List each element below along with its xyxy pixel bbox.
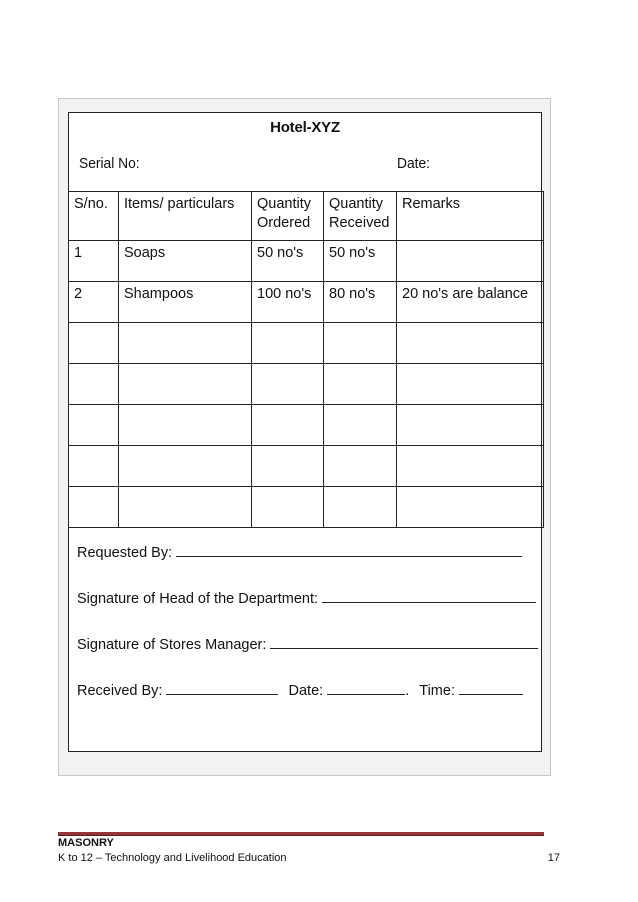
cell-item: Shampoos [119, 282, 252, 323]
column-header-qty-ordered: Quantity Ordered [252, 192, 324, 241]
cell-sno: 2 [69, 282, 119, 323]
page-number: 17 [547, 852, 560, 864]
received-date-line [327, 694, 405, 695]
cell-qty-ordered [252, 446, 324, 487]
cell-remarks [397, 446, 544, 487]
footer-title: MASONRY [58, 837, 114, 849]
requested-by-row [77, 545, 522, 561]
cell-qty-received [324, 487, 397, 528]
requested-by-line [176, 556, 522, 557]
cell-remarks: 20 no's are balance [397, 282, 544, 323]
received-date-label: Date: [288, 683, 324, 699]
cell-sno [69, 364, 119, 405]
head-signature-row [77, 591, 536, 607]
cell-qty-ordered [252, 364, 324, 405]
table-row [69, 446, 544, 487]
cell-qty-received [324, 323, 397, 364]
cell-qty-ordered: 100 no's [252, 282, 324, 323]
stores-signature-line [270, 648, 538, 649]
stores-signature-row [77, 637, 538, 653]
table-row [69, 405, 544, 446]
cell-qty-received: 50 no's [324, 241, 397, 282]
received-time-label: Time: [419, 683, 455, 699]
requisition-form [68, 112, 542, 752]
cell-item [119, 405, 252, 446]
cell-sno [69, 446, 119, 487]
column-header-items: Items/ particulars [119, 192, 252, 241]
items-table [68, 191, 544, 528]
requested-by-label: Requested By: [77, 545, 173, 561]
column-header-sno: S/no. [69, 192, 119, 241]
received-row: Received By: Date: . Time: [77, 683, 523, 699]
cell-remarks [397, 364, 544, 405]
table-row [69, 241, 544, 282]
column-header-qty-received: Quantity Received [324, 192, 397, 241]
cell-remarks [397, 241, 544, 282]
table-header-row [69, 192, 544, 241]
footer-subtitle: K to 12 – Technology and Livelihood Education [58, 852, 287, 864]
cell-sno [69, 405, 119, 446]
cell-remarks [397, 405, 544, 446]
cell-remarks [397, 323, 544, 364]
date-label: Date: [397, 155, 430, 172]
form-title: Hotel-XYZ [270, 119, 340, 136]
stores-signature-label: Signature of Stores Manager: [77, 637, 267, 653]
table-row [69, 323, 544, 364]
column-header-remarks: Remarks [397, 192, 544, 241]
cell-qty-ordered: 50 no's [252, 241, 324, 282]
cell-sno [69, 487, 119, 528]
cell-item [119, 323, 252, 364]
cell-sno: 1 [69, 241, 119, 282]
table-row [69, 282, 544, 323]
cell-item [119, 364, 252, 405]
received-time-line [459, 694, 523, 695]
cell-remarks [397, 487, 544, 528]
received-by-line [166, 694, 278, 695]
head-signature-label: Signature of Head of the Department: [77, 591, 319, 607]
cell-qty-ordered [252, 487, 324, 528]
cell-qty-ordered [252, 405, 324, 446]
cell-qty-received [324, 364, 397, 405]
head-signature-line [322, 602, 536, 603]
footer-rule [58, 832, 544, 836]
cell-qty-ordered [252, 323, 324, 364]
serial-no-label: Serial No: [79, 155, 140, 172]
cell-item [119, 446, 252, 487]
cell-item [119, 487, 252, 528]
table-row [69, 487, 544, 528]
cell-qty-received [324, 405, 397, 446]
cell-qty-received [324, 446, 397, 487]
table-row [69, 364, 544, 405]
cell-item: Soaps [119, 241, 252, 282]
cell-sno [69, 323, 119, 364]
received-by-label: Received By: [77, 683, 163, 699]
cell-qty-received: 80 no's [324, 282, 397, 323]
